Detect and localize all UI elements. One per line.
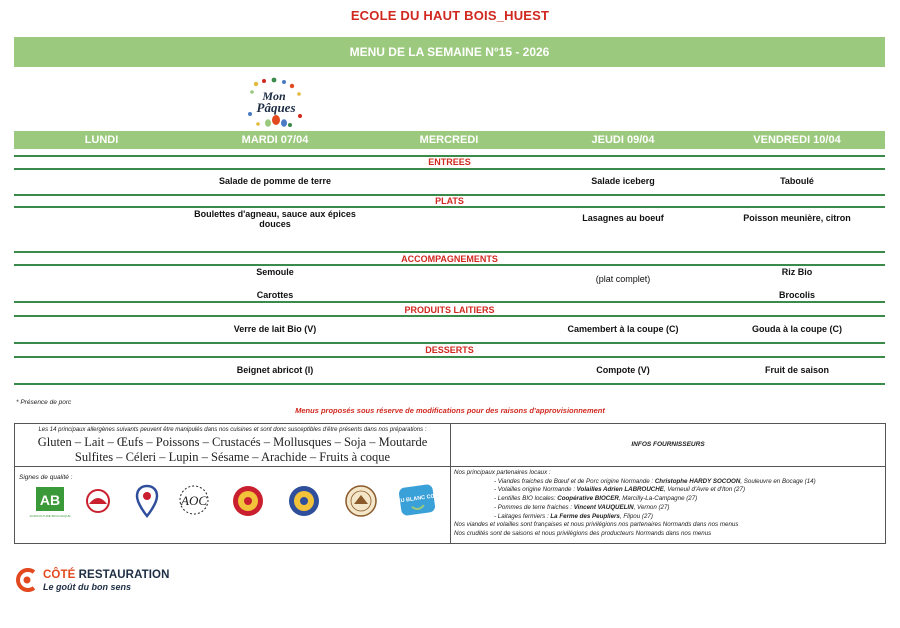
logo-line1: Mon: [262, 89, 286, 103]
plat-mardi-line1: Boulettes d'agneau, sauce aux épices: [194, 209, 356, 219]
section-accompagnements: ACCOMPAGNEMENTS: [401, 254, 498, 264]
plat-mardi-line2: douces: [259, 219, 291, 229]
dessert-vendredi: Fruit de saison: [764, 365, 829, 375]
day-jeudi: JEUDI 09/04: [591, 134, 655, 146]
supplier-item: - Pommes de terre fraiches : Vincent VAUQUELIN, Vernon (27): [494, 503, 670, 511]
dessert-jeudi: Compote (V): [596, 365, 650, 375]
location-pin-icon: [135, 484, 159, 518]
info-box: [14, 423, 886, 544]
porc-note: * Présence de porc: [16, 399, 72, 406]
supplier-item: - Laitages fermiers : La Ferme des Peupliers, Flipou (27): [494, 512, 653, 520]
ab-bio-icon: [29, 486, 71, 520]
day-mardi: MARDI 07/04: [241, 134, 309, 146]
entree-jeudi: Salade iceberg: [591, 176, 655, 186]
supplier-item: - Lentilles BIO locales: Coopérative BIOCER, Marcilly-La-Campagne (27): [494, 495, 698, 503]
brand-name: CÔTÉ RESTAURATION: [43, 569, 170, 581]
brand-c-icon: [14, 567, 40, 593]
accomp-mardi-1: Semoule: [256, 267, 294, 277]
laitier-jeudi: Camembert à la coupe (C): [567, 324, 679, 334]
supplier-name: Vincent VAUQUELIN: [573, 503, 634, 511]
section-desserts: DESSERTS: [425, 345, 474, 355]
easter-logo: [244, 76, 308, 130]
divider: [14, 383, 885, 385]
school-title: ECOLE DU HAUT BOIS_HUEST: [350, 8, 550, 23]
divider: [14, 356, 885, 358]
divider: [14, 251, 885, 253]
accomp-mardi-2: Carottes: [256, 290, 294, 300]
supplier-name: La Ferme des Peupliers: [550, 512, 620, 520]
ab-text: AB: [39, 492, 61, 508]
logo-line2: Pâques: [256, 100, 296, 115]
fermier-seal-icon: [343, 484, 379, 518]
day-vendredi: VENDREDI 10/04: [753, 134, 841, 146]
entree-mardi: Salade de pomme de terre: [218, 176, 332, 186]
aop-icon: [231, 484, 265, 518]
divider: [14, 342, 885, 344]
section-plats: PLATS: [435, 196, 464, 206]
bleu-blanc-coeur-icon: [389, 480, 445, 520]
allergen-line-2: Sulfites – Céleri – Lupin – Sésame – Arachide – Fruits à coque: [74, 450, 391, 464]
cote-restauration-logo: [14, 567, 214, 597]
divider: [14, 301, 885, 303]
label-rouge-icon: [83, 488, 113, 514]
aoc-icon: [175, 484, 213, 518]
week-menu-banner: MENU DE LA SEMAINE N°15 - 2026: [14, 37, 885, 67]
supplier-item: - Viandes fraiches de Bœuf et de Porc origine Normande : Christophe HARDY SOCOON, Souleuvre en Bocage (14): [494, 477, 816, 485]
divider: [14, 264, 885, 266]
laitier-vendredi: Gouda à la coupe (C): [751, 324, 842, 334]
allergen-line-1: Gluten – Lait – Œufs – Poissons – Crustacés – Mollusques – Soja – Moutarde: [37, 435, 428, 449]
plat-jeudi: Lasagnes au boeuf: [582, 213, 664, 223]
brand-tagline: Le goût du bon sens: [43, 582, 131, 592]
divider: [14, 206, 885, 208]
accomp-vendredi-2: Brocolis: [778, 290, 815, 300]
supplier-item: - Volailles origine Normande : Volailles Adrien LABROUCHE, Verneuil d'Avre et d'Iton (27): [494, 486, 746, 494]
bbc-text: BLEU BLANC CŒUR: [389, 492, 445, 506]
divider: [14, 315, 885, 317]
supplier-name: Coopérative BIOCER: [557, 495, 619, 503]
supplier-name: Volailles Adrien LABROUCHE: [576, 486, 664, 494]
suppliers-footer-1: Nos viandes et volailles sont françaises et nous privilégions nos partenaires Normands dans nos menus: [454, 521, 739, 529]
day-lundi: LUNDI: [84, 134, 119, 146]
suppliers-footer-2: Nos crudités sont de saisons et nous privilégions des producteurs Normands dans nos menus: [454, 529, 712, 537]
igp-icon: [287, 484, 321, 518]
disclaimer: Menus proposés sous réserve de modifications pour des raisons d'approvisionnement: [295, 406, 605, 415]
suppliers-intro: Nos principaux partenaires locaux :: [454, 469, 551, 476]
entree-vendredi: Taboulé: [780, 176, 814, 186]
quality-label: Signes de qualité :: [19, 474, 73, 481]
laitier-mardi: Verre de lait Bio (V): [233, 324, 317, 334]
plat-vendredi: Poisson meunière, citron: [743, 213, 851, 223]
accomp-vendredi-1: Riz Bio: [781, 267, 813, 277]
divider: [14, 168, 885, 170]
infos-fournisseurs-title: INFOS FOURNISSEURS: [631, 441, 705, 448]
section-entrees: ENTREES: [428, 157, 471, 167]
divider: [15, 466, 885, 467]
aoc-text: AOC: [181, 493, 207, 508]
accomp-jeudi: (plat complet): [595, 274, 651, 284]
suppliers-list: [454, 469, 882, 539]
days-header: [14, 131, 885, 149]
ab-sub: AGRICULTURE BIOLOGIQUE: [29, 514, 71, 518]
dessert-mardi: Beignet abricot (I): [236, 365, 314, 375]
supplier-name: Christophe HARDY SOCOON: [654, 477, 741, 485]
day-mercredi: MERCREDI: [419, 134, 479, 146]
section-laitiers: PRODUITS LAITIERS: [404, 305, 495, 315]
allergen-intro: Les 14 principaux allergènes suivants peuvent être manipulés dans nos cuisines et sont donc susceptibles d'être présents dans nos préparations :: [38, 427, 427, 433]
